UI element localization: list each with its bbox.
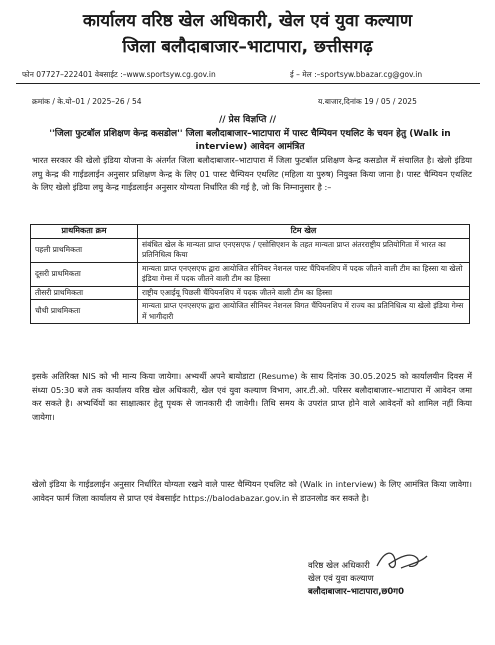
table-row — [31, 286, 470, 300]
table-header-row — [31, 225, 470, 239]
priority-label: दूसरी प्राथमिकता — [31, 262, 138, 286]
priority-criteria: मान्यता प्राप्त एनएसएफ द्वारा आयोजित सीनियर नेशनल विगत चैंपियनशिप में राज्य का प्रतिनिधित्व या खेलो इंडिया गेम्स में भागीदारी — [138, 300, 470, 324]
paragraph-intro: भारत सरकार की खेलो इंडिया योजना के अंतर्गत जिला बलौदाबाजार–भाटापारा में जिला फुटबॉल प्रशिक्षण केन्द्र कसडोल में संचालित है। खेलो इंडिया लघु केन्द्र की गाईडलाईन अनुसार प्रशिक्षण केन्द्र के लिए 01 पास्ट चैम्पियन एथलिट (महिला या पुरुष) नियुक्त किया जाना है। पास्ट चैम्पियन एथलिट के लिए खेलो इंडिया लघु केन्द्र गाईडलाईन अनुसार योग्यता निर्धारित की गई है, जो कि निम्नानुसार है :– — [32, 155, 472, 192]
signatory-department: खेल एवं युवा कल्याण — [308, 574, 374, 584]
table-header-priority: प्राथमिकता क्रम — [31, 225, 138, 239]
header-divider — [16, 83, 480, 84]
priority-criteria: राष्ट्रीय एआईयू पिछली चैंपियनशिप में पदक जीतने वाली टीम का हिस्सा — [138, 286, 470, 300]
priority-label: तीसरी प्राथमिकता — [31, 286, 138, 300]
signature-block — [308, 560, 404, 599]
paragraph-walk-in: खेलो इंडिया के गाईडलाईन अनुसार निर्धारित योग्यता रखने वाले पास्ट चैम्पियन एथलिट को (Walk in interview) के लिए आमंत्रित किया जावेगा। आवेदन फार्म जिला कार्यालय से प्राप्त एवं वेबसाईट https://balodabazar.gov.in से डाउनलोड कर सकते है। — [32, 479, 472, 503]
priority-criteria: संबंधित खेल के मान्यता प्राप्त एनएसएफ / एसोसिएशन के तहत मान्यता प्राप्त अंतरराष्ट्रीय प्रतियोगिता में भारत का प्रतिनिधित्व किया — [138, 238, 470, 262]
contact-line — [22, 70, 482, 80]
signatory-designation: वरिष्ठ खेल अधिकारी — [308, 561, 370, 571]
table-row — [31, 262, 470, 286]
priority-label: पहली प्राथमिकता — [31, 238, 138, 262]
press-note-heading: // प्रेस विज्ञप्ति // — [218, 115, 277, 125]
district-title: जिला बलौदाबाजार–भाटापारा, छत्तीसगढ़ — [122, 37, 373, 57]
reference-number: क्रमांक / के.यो–01 / 2025–26 / 54 — [32, 97, 142, 106]
table-row — [31, 238, 470, 262]
reference-date: य.बाजार,दिनांक 19 / 05 / 2025 — [318, 97, 417, 106]
table-header-sport: टिम खेल — [138, 225, 470, 239]
priority-table — [30, 224, 470, 324]
phone-website: फोन 07727–222401 वेबसाईट :–www.sportsyw.cg.gov.in — [22, 70, 216, 79]
office-title: कार्यालय वरिष्ठ खेल अधिकारी, खेल एवं युवा कल्याण — [82, 11, 413, 31]
paragraph-submission: इसके अतिरिक्त NIS को भी मान्य किया जायेगा। अभ्यर्थी अपने बायोडाटा (Resume) के साथ दिनांक 30.05.2025 को कार्यालयीन दिवस में संध्या 05:30 बजे तक कार्यालय वरिष्ठ खेल अधिकारी, खेल एवं युवा कल्याण विभाग, आर.टी.ओ. परिसर बलौदाबाजार–भाटापारा में आवेदन जमा कर सकते है। अभ्यर्थियों का साक्षात्कार हेतु पृथक से जानकारी दी जावेगी। तिथि समय के उपरांत प्राप्त होने वाले आवेदनों को शामिल नहीं किया जायेगा। — [32, 371, 472, 422]
signatory-location: बलौदाबाजार–भाटापारा,छ0ग0 — [308, 587, 404, 597]
priority-label: चौथी प्राथमिकता — [31, 300, 138, 324]
table-row — [31, 300, 470, 324]
priority-criteria: मान्यता प्राप्त एनएसएफ द्वारा आयोजित सीनियर नेशनल पास्ट चैंपियनशिप में पदक जीतने वाली टीम का हिस्सा या खेलो इंडिया गेम्स में पदक जीतने वाली टीम का हिस्सा — [138, 262, 470, 286]
subject: ''जिला फुटबॉल प्रशिक्षण केन्द्र कसडोल'' जिला बलौदाबाजार–भाटापारा में पास्ट चैम्पियन एथलिट के चयन हेतु (Walk in interview) आवेदन आमंत्रित — [49, 129, 451, 152]
email: ई – मेल :–sportsyw.bbazar.cg@gov.in — [290, 70, 423, 79]
